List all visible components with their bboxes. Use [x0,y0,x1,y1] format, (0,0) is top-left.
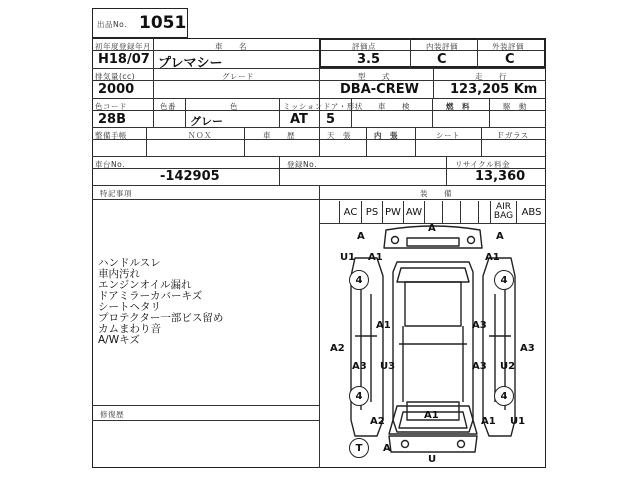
lot-number-box [92,8,188,38]
divider [153,68,154,98]
divider [146,127,147,156]
note-item: A/Wキズ [98,334,140,346]
airbag-line1: AIR [495,202,512,212]
damage-rear-a: A [383,443,391,454]
damage-front-right: A [496,231,504,242]
color-code-label: 色コード [95,102,127,111]
spare-tire: T [349,438,369,458]
score-label: 評価点 [352,42,376,51]
divider [92,156,546,157]
recycle-fee-label: リサイクル料金 [455,160,510,169]
door-value: 5 [326,112,336,127]
door-shape-label: ドア・形状 [323,102,363,111]
damage-u3-rear-left: U3 [380,361,396,372]
divider [319,127,320,156]
vehicle-history-label: 車 歴 [263,131,295,140]
divider [279,156,280,185]
fuel-label: 燃 料 [446,102,470,111]
model-label: 型 式 [358,72,390,81]
equipment-label: 装 備 [420,189,452,198]
damage-a3-mid-right: A3 [472,320,487,331]
note-item: プロテクター一部ビス留め [98,312,224,324]
divider [92,405,319,406]
equipment-ac: AC [339,201,361,223]
damage-front: A [428,223,436,234]
car-name-label: 車 名 [215,42,247,51]
model-value: DBA-CREW [340,82,419,97]
divider [446,156,447,185]
tire-front-right: 4 [494,270,514,290]
lot-number-label: 出品No. [97,20,127,29]
damage-a1-rear-center: A1 [424,410,439,421]
grade-label: グレード [222,72,254,81]
chassis-number-label: 車台No. [95,160,125,169]
damage-a2-left: A2 [330,343,345,354]
front-glass-label: Ｆガラス [497,131,529,140]
equipment-cell-blank [319,201,339,223]
interior-grade-label: 内装評価 [426,42,458,51]
repair-history-label: 修復歴 [100,410,124,419]
inspection-label: 車 検 [378,102,410,111]
recycle-fee-value: 13,360 [475,169,526,184]
equipment-cell-blank [424,201,442,223]
equipment-cell-blank [460,201,478,223]
note-item: 車内汚れ [98,268,140,280]
damage-u1-left: U1 [340,252,356,263]
divider [319,68,320,98]
divider [410,38,411,68]
mission-value: AT [290,112,308,127]
displacement-label: 排気量(cc) [95,72,136,81]
damage-a2-rear-left: A2 [370,416,385,427]
divider [185,98,186,127]
divider [92,420,319,421]
airbag-line2: BAG [493,211,514,221]
tire-rear-left: 4 [349,386,369,406]
maintenance-record-label: 整備手帳 [95,131,127,140]
damage-a1-front-right: A1 [485,252,500,263]
divider [153,38,154,68]
note-item: ドアミラーカバーキズ [98,290,203,302]
note-item: ハンドルスレ [98,257,161,269]
drive-label: 駆 動 [503,102,527,111]
interior-grade-value: C [437,52,447,67]
divider [481,127,482,156]
divider [415,127,416,156]
mission-label: ミッション [283,102,323,111]
equipment-pw: PW [382,201,403,223]
damage-a3-right: A3 [520,343,535,354]
equipment-abs: ABS [516,201,546,223]
damage-a3-rear-right: A3 [472,361,487,372]
divider [433,68,434,98]
note-item: カムまわり音 [98,323,161,335]
first-registration-value: H18/07 [98,52,150,67]
interior-lining-label: 内 張 [374,131,398,140]
note-item: エンジンオイル漏れ [98,279,192,291]
displacement-value: 2000 [98,82,135,97]
lot-number: 1051 [139,13,187,33]
divider [489,98,490,127]
equipment-ps: PS [361,201,382,223]
divider [279,98,280,127]
divider [244,127,245,156]
damage-u2-rear-right: U2 [500,361,516,372]
damage-a3-rear-left: A3 [352,361,367,372]
nox-label: ＮＯＸ [188,131,212,140]
mileage-label: 走 行 [475,72,507,81]
seat-label: シート [436,131,460,140]
note-item: シートヘタリ [98,301,161,313]
damage-a1-front-left: A1 [368,252,383,263]
first-registration-label: 初年度登録年月 [95,42,151,51]
divider [153,98,154,127]
ceiling-label: 天 張 [327,131,351,140]
color-code-value: 28B [98,112,126,127]
chassis-number-value: -142905 [160,169,220,184]
damage-front-left: A [357,231,365,242]
equipment-cell-blank [442,201,460,223]
damage-a1-rear-right: A1 [481,416,496,427]
equipment-cell-blank [478,201,490,223]
damage-rear-u: U [428,454,437,465]
damage-a1-mid-left: A1 [376,320,391,331]
mileage-value: 123,205 Km [450,82,538,97]
divider [432,98,433,127]
color-number-label: 色番 [160,102,176,111]
special-notes-label: 特記事項 [100,189,132,198]
car-name-value: プレマシー [158,56,223,71]
color-value: グレー [190,115,223,128]
divider [92,199,546,200]
divider [477,38,478,68]
color-label: 色 [230,102,238,111]
score-value: 3.5 [357,52,381,67]
equipment-airbag [490,201,516,223]
exterior-grade-value: C [505,52,515,67]
exterior-grade-label: 外装評価 [492,42,524,51]
registration-number-label: 登録No. [287,160,317,169]
tire-front-left: 4 [349,270,369,290]
equipment-aw: AW [403,201,424,223]
tire-rear-right: 4 [494,386,514,406]
divider [366,127,367,156]
damage-u1-rear-right: U1 [510,416,526,427]
